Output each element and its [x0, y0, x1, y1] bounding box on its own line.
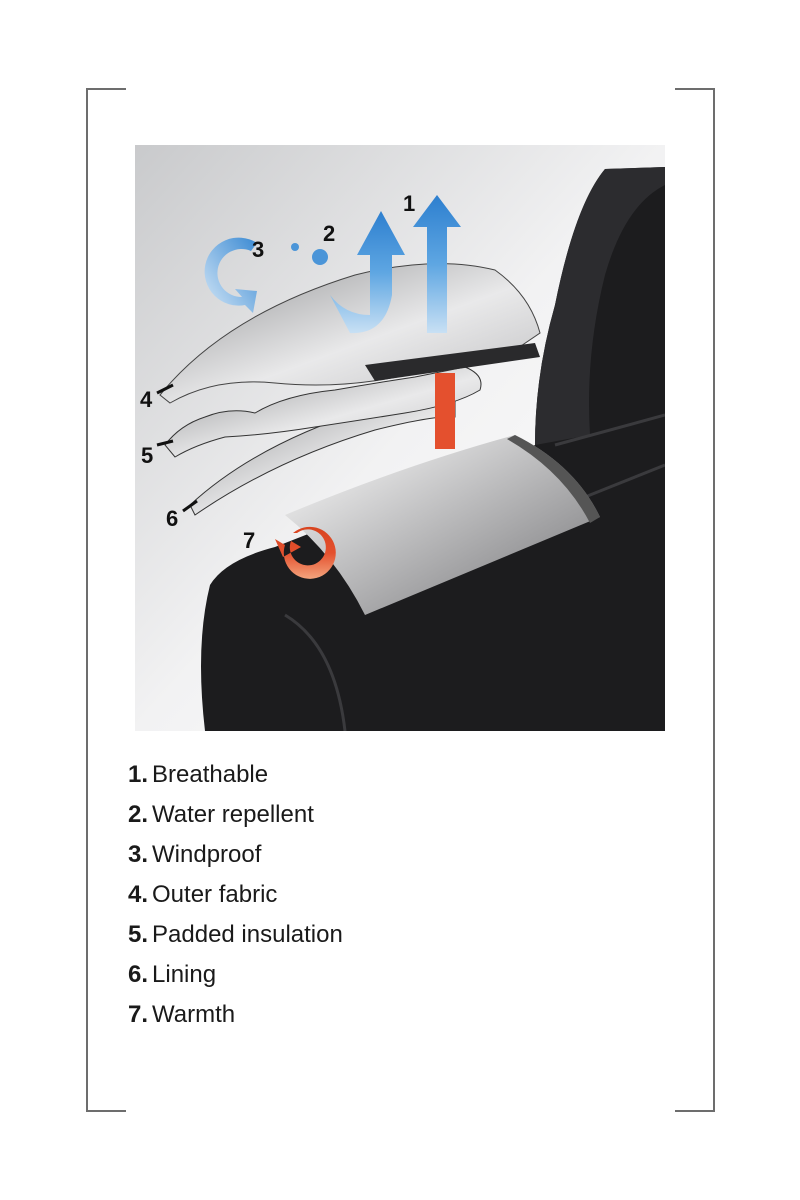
legend-item-warmth: [128, 995, 343, 1035]
callout-4: 4: [140, 387, 153, 412]
legend-text: Water repellent: [152, 801, 314, 828]
legend-text: Outer fabric: [152, 881, 278, 908]
frame-bracket-right: [675, 88, 715, 1112]
legend-text: Lining: [152, 961, 217, 988]
legend-number: 3.: [128, 841, 149, 868]
legend-number: 1.: [128, 761, 149, 788]
callout-2: 2: [323, 221, 336, 246]
legend-item-windproof: [128, 835, 343, 875]
legend-number: 2.: [128, 801, 149, 828]
legend-number: 6.: [128, 961, 149, 988]
legend-text: Warmth: [152, 1001, 236, 1028]
legend-item-padded-insulation: [128, 915, 343, 955]
callout-1: 1: [403, 191, 416, 216]
water-drop-1: [291, 243, 299, 251]
legend-item-water-repellent: [128, 795, 343, 835]
legend-text: Windproof: [152, 841, 262, 868]
legend-number: 4.: [128, 881, 149, 908]
callout-6: 6: [166, 506, 179, 531]
callout-7: 7: [243, 528, 256, 553]
legend-item-breathable: [128, 755, 343, 795]
legend-text: Padded insulation: [152, 921, 343, 948]
warmth-bar: [435, 373, 455, 449]
legend-text: Breathable: [152, 761, 269, 788]
illustration-svg: [135, 145, 665, 731]
callout-3: 3: [252, 237, 265, 262]
callout-5: 5: [141, 443, 154, 468]
legend-list: [128, 755, 343, 1035]
fabric-layers-illustration: [135, 145, 665, 731]
frame-bracket-left: [86, 88, 126, 1112]
legend-item-outer-fabric: [128, 875, 343, 915]
legend-number: 5.: [128, 921, 149, 948]
legend-number: 7.: [128, 1001, 149, 1028]
water-drop-2: [312, 249, 328, 265]
legend-item-lining: [128, 955, 343, 995]
